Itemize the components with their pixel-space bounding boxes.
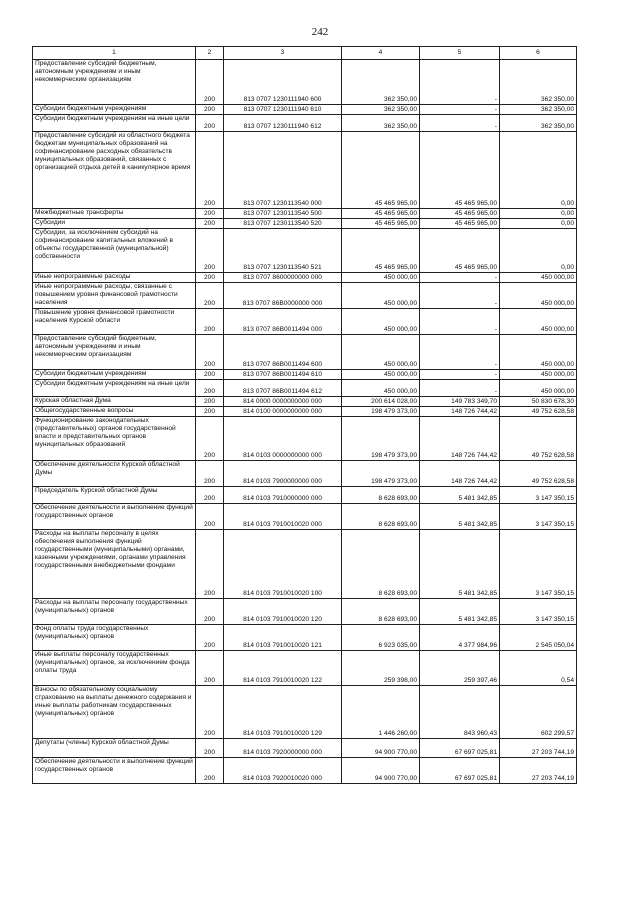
table-row <box>33 530 577 599</box>
row-value4-cell: 94 900 770,00 <box>342 739 420 758</box>
row-value4-cell: 450 000,00 <box>342 380 420 397</box>
row-c2-cell: 200 <box>196 380 224 397</box>
table-row <box>33 273 577 283</box>
row-name-cell: Председатель Курской областной Думы <box>33 487 196 504</box>
row-value4-cell: 8 628 693,00 <box>342 504 420 530</box>
table-row <box>33 599 577 625</box>
row-c2-cell: 200 <box>196 397 224 407</box>
row-value5-cell: 5 481 342,85 <box>420 504 500 530</box>
row-name-cell: Иные непрограммные расходы <box>33 273 196 283</box>
table-body <box>33 60 577 784</box>
row-value5-cell: - <box>420 380 500 397</box>
row-value4-cell: 362 350,00 <box>342 60 420 105</box>
row-name-cell: Субсидии бюджетным учреждениям <box>33 370 196 380</box>
row-value5-cell: 4 377 984,96 <box>420 625 500 651</box>
row-value4-cell: 6 923 035,00 <box>342 625 420 651</box>
row-c2-cell: 200 <box>196 370 224 380</box>
page-number: 242 <box>311 26 329 38</box>
table-row <box>33 309 577 335</box>
row-c2-cell: 200 <box>196 335 224 370</box>
row-c2-cell: 200 <box>196 417 224 461</box>
table-row <box>33 229 577 273</box>
row-name-cell: Взносы по обязательному социальному страхованию на выплаты денежного содержания и иные выплаты работникам государственных (муниципальных) органов <box>33 686 196 739</box>
row-name-cell: Депутаты (члены) Курской областной Думы <box>33 739 196 758</box>
row-value6-cell: 362 350,00 <box>500 60 577 105</box>
row-value4-cell: 198 479 373,00 <box>342 461 420 487</box>
row-code-cell: 814 0103 7910010020 120 <box>224 599 342 625</box>
row-code-cell: 813 0707 1230113540 521 <box>224 229 342 273</box>
row-code-cell: 813 0707 1230111940 610 <box>224 105 342 115</box>
table-row <box>33 60 577 105</box>
row-name-cell: Предоставление субсидий бюджетным, автономным учреждениям и иным некоммерческим организациям <box>33 60 196 105</box>
row-code-cell: 813 0707 1230111940 612 <box>224 115 342 132</box>
row-code-cell: 814 0103 7910010020 000 <box>224 504 342 530</box>
table-row <box>33 407 577 417</box>
row-c2-cell: 200 <box>196 132 224 209</box>
column-header: 6 <box>500 47 577 60</box>
row-c2-cell: 200 <box>196 407 224 417</box>
row-value6-cell: 27 203 744,19 <box>500 739 577 758</box>
row-value4-cell: 94 900 770,00 <box>342 758 420 784</box>
row-c2-cell: 200 <box>196 625 224 651</box>
row-name-cell: Субсидии <box>33 219 196 229</box>
row-name-cell: Повышение уровня финансовой грамотности населения Курской области <box>33 309 196 335</box>
row-c2-cell: 200 <box>196 273 224 283</box>
row-name-cell: Субсидии, за исключением субсидий на софинансирование капитальных вложений в объекты государственной (муниципальной) собственности <box>33 229 196 273</box>
row-name-cell: Межбюджетные трансферты <box>33 209 196 219</box>
table-row <box>33 758 577 784</box>
row-c2-cell: 200 <box>196 115 224 132</box>
row-code-cell: 814 0103 7910010020 129 <box>224 686 342 739</box>
row-c2-cell: 200 <box>196 530 224 599</box>
table-row <box>33 283 577 309</box>
row-value5-cell: - <box>420 335 500 370</box>
row-value4-cell: 8 628 693,00 <box>342 530 420 599</box>
row-code-cell: 813 0707 86В0000000 000 <box>224 283 342 309</box>
row-value6-cell: 0,00 <box>500 229 577 273</box>
table-row <box>33 651 577 686</box>
table-row <box>33 380 577 397</box>
row-value6-cell: 450 000,00 <box>500 273 577 283</box>
row-name-cell: Иные выплаты персоналу государственных (муниципальных) органов, за исключением фонда оплаты труда <box>33 651 196 686</box>
row-value4-cell: 362 350,00 <box>342 105 420 115</box>
row-code-cell: 814 0103 7910010020 121 <box>224 625 342 651</box>
row-value5-cell: - <box>420 370 500 380</box>
row-code-cell: 813 0707 8600000000 000 <box>224 273 342 283</box>
row-value4-cell: 362 350,00 <box>342 115 420 132</box>
row-code-cell: 813 0707 86В0011494 600 <box>224 335 342 370</box>
row-name-cell: Обеспечение деятельности и выполнение функций государственных органов <box>33 758 196 784</box>
row-name-cell: Общегосударственные вопросы <box>33 407 196 417</box>
row-value6-cell: 2 545 050,04 <box>500 625 577 651</box>
row-name-cell: Обеспечение деятельности Курской областной Думы <box>33 461 196 487</box>
row-value4-cell: 450 000,00 <box>342 273 420 283</box>
row-value5-cell: 259 397,46 <box>420 651 500 686</box>
row-code-cell: 813 0707 86В0011494 610 <box>224 370 342 380</box>
row-value4-cell: 200 614 028,00 <box>342 397 420 407</box>
row-c2-cell: 200 <box>196 309 224 335</box>
row-code-cell: 813 0707 1230113540 520 <box>224 219 342 229</box>
row-code-cell: 813 0707 86В0011494 000 <box>224 309 342 335</box>
row-c2-cell: 200 <box>196 739 224 758</box>
table-row <box>33 417 577 461</box>
row-value5-cell: - <box>420 115 500 132</box>
row-name-cell: Предоставление субсидий из областного бюджета бюджетам муниципальных образований на софинансирование расходных обязательств муниципальных образований, связанных с организацией отдыха детей в каникулярное время <box>33 132 196 209</box>
row-c2-cell: 200 <box>196 599 224 625</box>
row-name-cell: Субсидии бюджетным учреждениям <box>33 105 196 115</box>
row-value5-cell: - <box>420 60 500 105</box>
row-name-cell: Предоставление субсидий бюджетным, автономным учреждениям и иным некоммерческим организациям <box>33 335 196 370</box>
row-c2-cell: 200 <box>196 60 224 105</box>
row-value6-cell: 362 350,00 <box>500 105 577 115</box>
table-row <box>33 335 577 370</box>
row-c2-cell: 200 <box>196 283 224 309</box>
column-header: 2 <box>196 47 224 60</box>
table-row <box>33 219 577 229</box>
row-value6-cell: 450 000,00 <box>500 283 577 309</box>
budget-table <box>32 46 577 784</box>
row-name-cell: Расходы на выплаты персоналу государственных (муниципальных) органов <box>33 599 196 625</box>
row-name-cell: Расходы на выплаты персоналу в целях обеспечения выполнения функций государственными (муниципальными) органами, казенными учреждениями, органами управления государственными внебюджетными фондами <box>33 530 196 599</box>
column-header: 1 <box>33 47 196 60</box>
table-row <box>33 461 577 487</box>
row-value4-cell: 198 479 373,00 <box>342 417 420 461</box>
row-value4-cell: 450 000,00 <box>342 283 420 309</box>
row-value5-cell: 67 697 025,81 <box>420 758 500 784</box>
table-row <box>33 504 577 530</box>
table-row <box>33 625 577 651</box>
row-code-cell: 814 0103 7910010020 122 <box>224 651 342 686</box>
row-value6-cell: 450 000,00 <box>500 380 577 397</box>
row-code-cell: 814 0103 7920010020 000 <box>224 758 342 784</box>
row-c2-cell: 200 <box>196 209 224 219</box>
row-value4-cell: 45 465 965,00 <box>342 132 420 209</box>
row-code-cell: 814 0103 7900000000 000 <box>224 461 342 487</box>
row-name-cell: Субсидии бюджетным учреждениям на иные цели <box>33 380 196 397</box>
table-row <box>33 487 577 504</box>
row-value5-cell: 843 960,43 <box>420 686 500 739</box>
row-value4-cell: 450 000,00 <box>342 309 420 335</box>
row-value5-cell: - <box>420 283 500 309</box>
row-value6-cell: 0,00 <box>500 132 577 209</box>
row-c2-cell: 200 <box>196 461 224 487</box>
row-code-cell: 814 0103 7910010020 100 <box>224 530 342 599</box>
row-value6-cell: 3 147 350,15 <box>500 530 577 599</box>
row-value6-cell: 3 147 350,15 <box>500 487 577 504</box>
table-row <box>33 686 577 739</box>
row-code-cell: 814 0100 0000000000 000 <box>224 407 342 417</box>
row-value4-cell: 198 479 373,00 <box>342 407 420 417</box>
row-name-cell: Иные непрограммные расходы, связанные с повышением уровня финансовой грамотности населения <box>33 283 196 309</box>
row-c2-cell: 200 <box>196 487 224 504</box>
row-c2-cell: 200 <box>196 504 224 530</box>
row-code-cell: 813 0707 1230111940 600 <box>224 60 342 105</box>
row-value5-cell: 67 697 025,81 <box>420 739 500 758</box>
row-name-cell: Функционирование законодательных (представительных) органов государственной власти и представительных органов муниципальных образований <box>33 417 196 461</box>
row-name-cell: Субсидии бюджетным учреждениям на иные цели <box>33 115 196 132</box>
row-value4-cell: 450 000,00 <box>342 370 420 380</box>
row-code-cell: 814 0103 7910000000 000 <box>224 487 342 504</box>
row-value4-cell: 8 628 693,00 <box>342 599 420 625</box>
row-value6-cell: 49 752 628,58 <box>500 461 577 487</box>
row-value6-cell: 3 147 350,15 <box>500 599 577 625</box>
row-value4-cell: 8 628 693,00 <box>342 487 420 504</box>
column-header: 3 <box>224 47 342 60</box>
row-value5-cell: - <box>420 309 500 335</box>
row-value6-cell: 450 000,00 <box>500 309 577 335</box>
table-header-row <box>33 47 577 60</box>
row-value6-cell: 0,54 <box>500 651 577 686</box>
row-value5-cell: 148 726 744,42 <box>420 407 500 417</box>
row-value5-cell: 45 465 965,00 <box>420 219 500 229</box>
row-value6-cell: 602 299,57 <box>500 686 577 739</box>
table-row <box>33 115 577 132</box>
row-value4-cell: 45 465 965,00 <box>342 229 420 273</box>
table-row <box>33 209 577 219</box>
row-value6-cell: 0,00 <box>500 219 577 229</box>
row-value4-cell: 259 398,00 <box>342 651 420 686</box>
row-value6-cell: 49 752 628,58 <box>500 407 577 417</box>
row-value5-cell: 45 465 965,00 <box>420 229 500 273</box>
row-value4-cell: 1 446 260,00 <box>342 686 420 739</box>
row-value5-cell: - <box>420 273 500 283</box>
row-code-cell: 813 0707 86В0011494 612 <box>224 380 342 397</box>
row-value6-cell: 49 752 628,58 <box>500 417 577 461</box>
row-name-cell: Фонд оплаты труда государственных (муниципальных) органов <box>33 625 196 651</box>
row-value5-cell: 45 465 965,00 <box>420 132 500 209</box>
row-code-cell: 813 0707 1230113540 500 <box>224 209 342 219</box>
row-c2-cell: 200 <box>196 651 224 686</box>
row-value6-cell: 362 350,00 <box>500 115 577 132</box>
row-value5-cell: 5 481 342,85 <box>420 530 500 599</box>
row-value5-cell: 5 481 342,85 <box>420 487 500 504</box>
row-c2-cell: 200 <box>196 686 224 739</box>
row-name-cell: Обеспечение деятельности и выполнение функций государственных органов <box>33 504 196 530</box>
column-header: 4 <box>342 47 420 60</box>
row-value5-cell: 45 465 965,00 <box>420 209 500 219</box>
row-c2-cell: 200 <box>196 758 224 784</box>
table-row <box>33 105 577 115</box>
row-value4-cell: 450 000,00 <box>342 335 420 370</box>
row-c2-cell: 200 <box>196 219 224 229</box>
row-value6-cell: 50 830 678,30 <box>500 397 577 407</box>
row-c2-cell: 200 <box>196 105 224 115</box>
row-code-cell: 814 0000 0000000000 000 <box>224 397 342 407</box>
table-row <box>33 370 577 380</box>
row-value6-cell: 450 000,00 <box>500 335 577 370</box>
row-value6-cell: 3 147 350,15 <box>500 504 577 530</box>
table-row <box>33 739 577 758</box>
table-row <box>33 132 577 209</box>
row-code-cell: 814 0103 7920000000 000 <box>224 739 342 758</box>
row-value5-cell: 5 481 342,85 <box>420 599 500 625</box>
row-code-cell: 813 0707 1230113540 000 <box>224 132 342 209</box>
row-value5-cell: 149 783 349,70 <box>420 397 500 407</box>
row-value6-cell: 27 203 744,19 <box>500 758 577 784</box>
row-value5-cell: 148 726 744,42 <box>420 461 500 487</box>
row-code-cell: 814 0103 0000000000 000 <box>224 417 342 461</box>
row-value4-cell: 45 465 965,00 <box>342 209 420 219</box>
column-header: 5 <box>420 47 500 60</box>
row-value5-cell: 148 726 744,42 <box>420 417 500 461</box>
row-value6-cell: 0,00 <box>500 209 577 219</box>
row-value5-cell: - <box>420 105 500 115</box>
row-c2-cell: 200 <box>196 229 224 273</box>
row-value6-cell: 450 000,00 <box>500 370 577 380</box>
table-row <box>33 397 577 407</box>
row-value4-cell: 45 465 965,00 <box>342 219 420 229</box>
row-name-cell: Курская областная Дума <box>33 397 196 407</box>
